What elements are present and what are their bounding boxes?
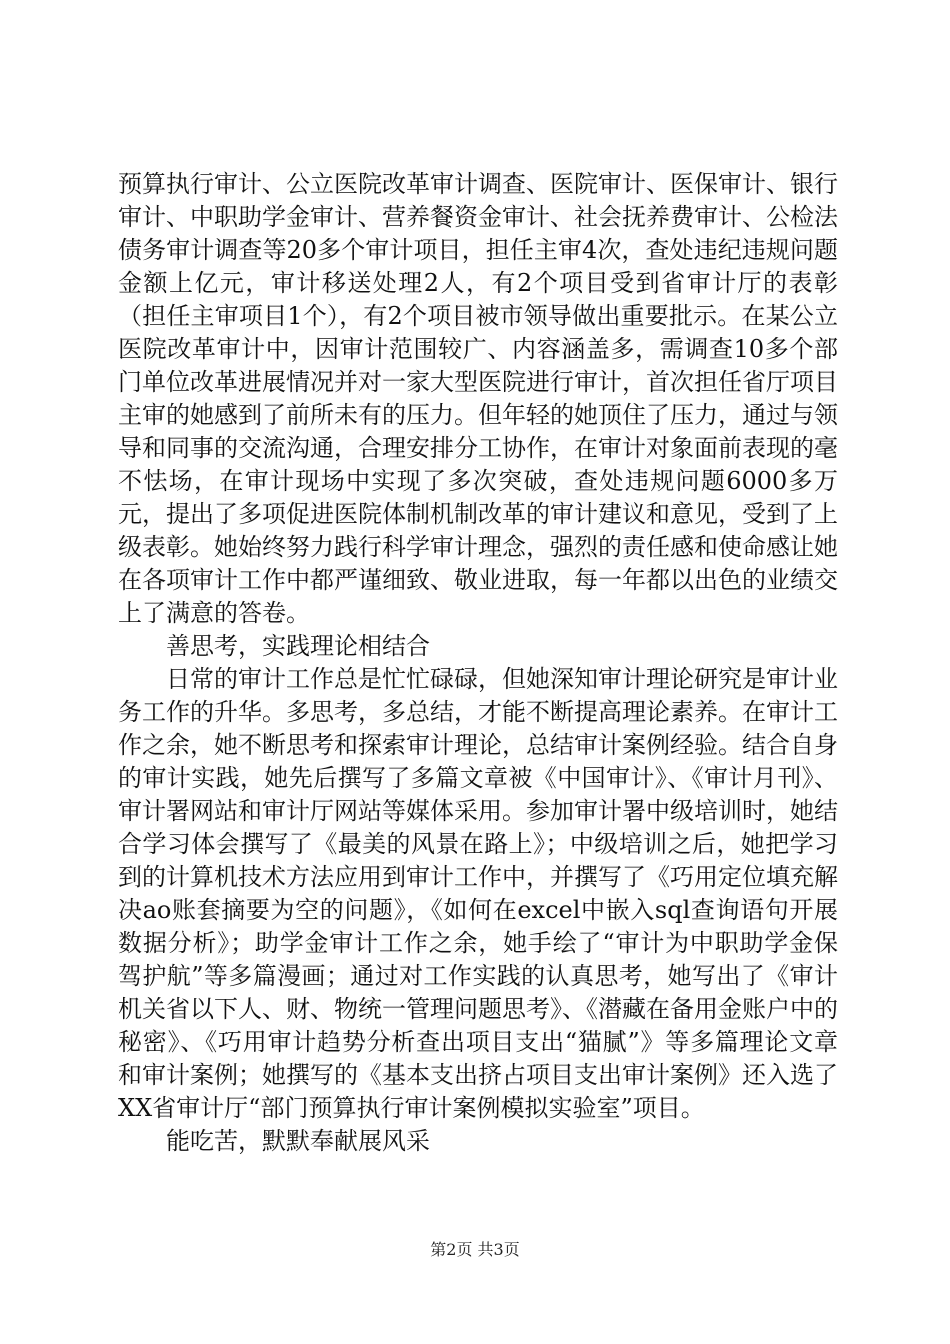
page-footer (0, 1240, 950, 1260)
body-paragraph: 日常的审计工作总是忙忙碌碌，但她深知审计理论研究是审计业务工作的升华。多思考，多总结，才能不断提高理论素养。在审计工作之余，她不断思考和探索审计理论，总结审计案例经验。结合自身的审计实践，她先后撰写了多篇文章被《中国审计》、《审计月刊》、审计署网站和审计厅网站等媒体采用。参加审计署中级培训时，她结合学习体会撰写了《最美的风景在路上》；中级培训之后，她把学习到的计算机技术方法应用到审计工作中，并撰写了《巧用定位填充解决ao账套摘要为空的问题》，《如何在excel中嵌入sql查询语句开展数据分析》；助学金审计工作之余，她手绘了“审计为中职助学金保驾护航”等多篇漫画；通过对工作实践的认真思考，她写出了《审计机关省以下人、财、物统一管理问题思考》、《潜藏在备用金账户中的秘密》、《巧用审计趋势分析查出项目支出“猫腻”》等多篇理论文章和审计案例；她撰写的《基本支出挤占项目支出审计案例》还入选了XX省审计厅“部门预算执行审计案例模拟实验室”项目。 (118, 665, 838, 1122)
section-heading: 能吃苦，默默奉献展风采 (166, 1127, 430, 1155)
body-paragraph: 预算执行审计、公立医院改革审计调查、医院审计、医保审计、银行审计、中职助学金审计、营养餐资金审计、社会抚养费审计、公检法债务审计调查等20多个审计项目，担任主审4次，查处违纪违规问题金额上亿元，审计移送处理2人，有2个项目受到省审计厅的表彰（担任主审项目1个），有2个项目被市领导做出重要批示。在某公立医院改革审计中，因审计范围较广、内容涵盖多，需调查10多个部门单位改革进展情况并对一家大型医院进行审计，首次担任省厅项目主审的她感到了前所未有的压力。但年轻的她顶住了压力，通过与领导和同事的交流沟通，合理安排分工协作，在审计对象面前表现的毫不怯场，在审计现场中实现了多次突破，查处违规问题6000多万元，提出了多项促进医院体制机制改革的审计建议和意见，受到了上级表彰。她始终努力践行科学审计理念，强烈的责任感和使命感让她在各项审计工作中都严谨细致、敬业进取，每一年都以出色的业绩交上了满意的答卷。 (118, 170, 838, 627)
document-body (118, 168, 838, 1158)
section-heading: 善思考，实践理论相结合 (166, 632, 430, 660)
page-number-label: 第2页 共3页 (430, 1240, 520, 1259)
